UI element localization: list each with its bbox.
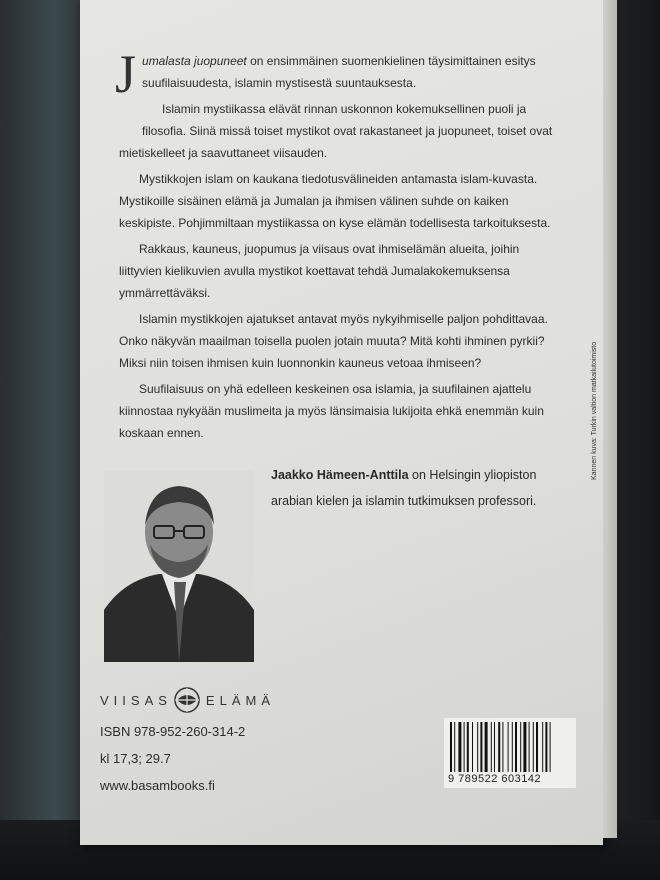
blurb-paragraph-6: Suufilaisuus on yhä edelleen keskeinen osa islamia, ja suufilainen ajattelu kiinnostaa nykyään muslimeita ja myös länsimaisia lukijoita ehkä enemmän kuin koskaan ennen. — [119, 382, 544, 440]
blurb-paragraph-1 — [115, 44, 554, 104]
blurb-text — [115, 44, 554, 448]
author-bio — [271, 462, 571, 514]
blurb-paragraph-3: Mystikkojen islam on kaukana tiedotusvälineiden antamasta islam-kuvasta. Mystikoille sisäinen elämä ja Jumalan ja ihmisen välinen suhde on kaiken keskipiste. Pohjimmiltaan mystiikassa on kyse elämän todellisesta tarkoituksesta. — [119, 172, 551, 230]
background-surface-left — [0, 0, 90, 880]
cover-photo-credit: Kannen kuva: Turkin valtion matkailutoimisto — [591, 341, 598, 480]
blurb-p1-rest: on ensimmäinen suomenkielinen täysimittainen esitys suufilaisuudesta, islamin mystisestä suuntauksesta. — [142, 54, 536, 90]
book-spine-edge — [603, 0, 617, 838]
drop-cap: J — [115, 44, 137, 104]
isbn-text: ISBN 978-952-260-314-2 — [100, 724, 246, 739]
blurb-paragraph-4: Rakkaus, kauneus, juopumus ja viisaus ovat ihmiselämän alueita, joihin liittyvien kielikuvien avulla mystikot koettavat tehdä Jumalakokemuksensa ymmärrettäväksi. — [119, 242, 520, 300]
publisher-logo-left: VIISAS — [100, 692, 172, 708]
publisher-logo-right: ELÄMÄ — [205, 692, 275, 708]
blurb-paragraph-5: Islamin mystikkojen ajatukset antavat myös nykyihmiselle paljon pohdittavaa. Onko näkyvän maailman toisella puolen jotain muuta? Mitä kohti ihminen pyrkii? Miksi niin toisen ihmisen kuin luonnonkin kauneus vetoaa ihmiseen? — [119, 312, 548, 370]
barcode-number: 9 789522 603142 — [448, 773, 542, 785]
publisher-emblem-icon — [174, 687, 200, 713]
publisher-logo — [100, 685, 275, 715]
publisher-url: www.basambooks.fi — [100, 778, 215, 793]
author-portrait-drawing — [104, 470, 254, 662]
author-bio-text: on Helsingin yliopiston arabian kielen ja islamin tutkimuksen professori. — [271, 468, 537, 508]
author-name: Jaakko Hämeen-Anttila — [271, 468, 409, 482]
classification-text: kl 17,3; 29.7 — [100, 751, 171, 766]
book-title-italic: umalasta juopuneet — [142, 54, 247, 68]
author-portrait — [104, 470, 254, 662]
blurb-paragraph-2: Islamin mystiikassa elävät rinnan uskonnon kokemuksellinen puoli ja filosofia. Siinä missä toiset mystikot ovat rakastaneet ja juopuneet, toiset ovat mietiskelleet ja saavuttaneet viisauden. — [119, 102, 553, 160]
